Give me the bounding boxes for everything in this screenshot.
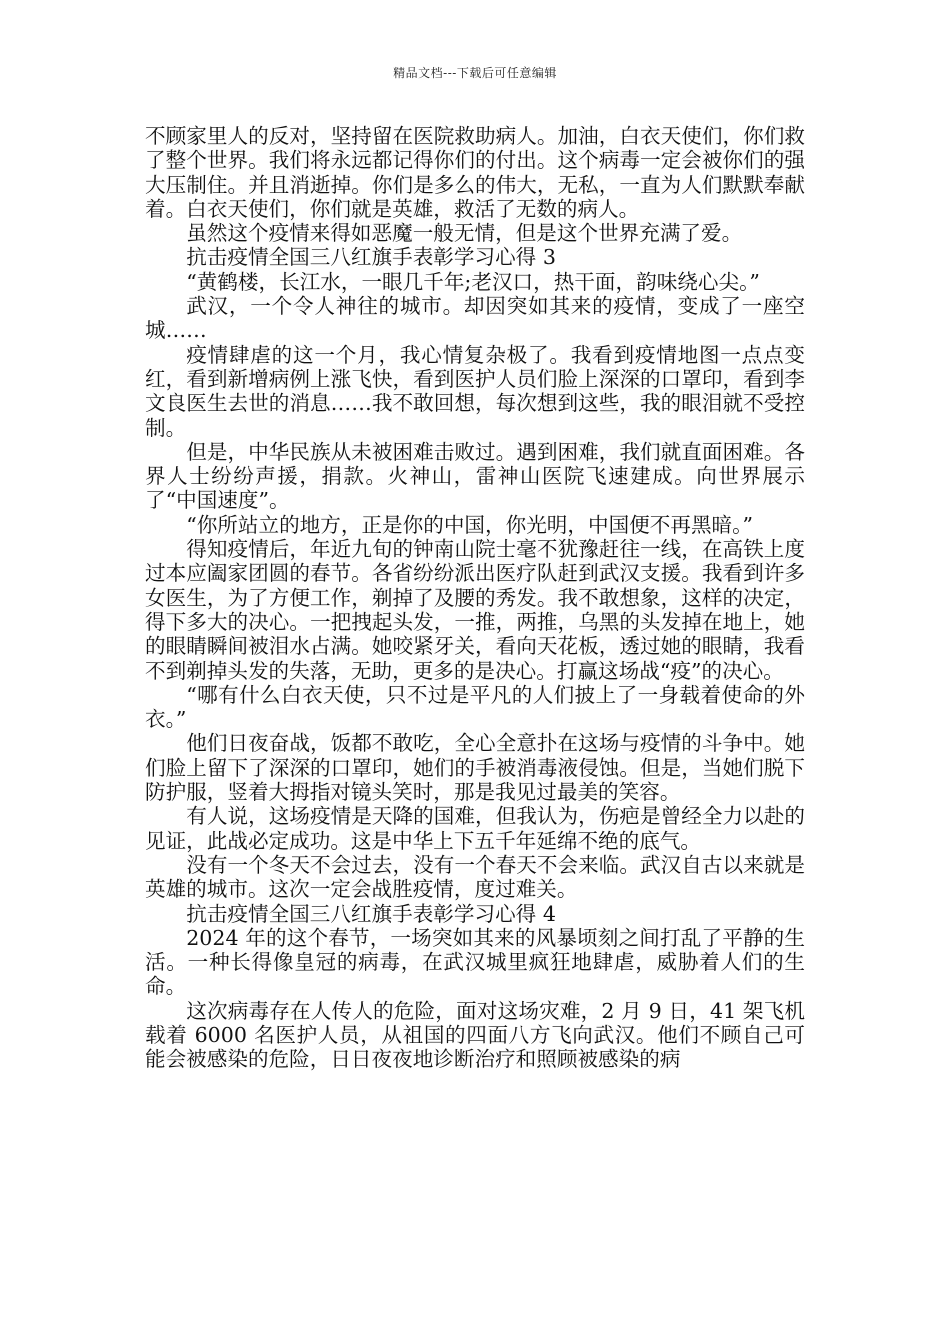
paragraph: 2024 年的这个春节，一场突如其来的风暴顷刻之间打乱了平静的生活。一种长得像皇冠的病毒，在武汉城里疯狂地肆虐，威胁着人们的生命。 — [145, 925, 805, 999]
document-body — [145, 124, 805, 1072]
section-heading: 抗击疫情全国三八红旗手表彰学习心得 4 — [186, 901, 556, 926]
quote-paragraph: “你所站立的地方，正是你的中国，你光明，中国便不再黑暗。” — [186, 512, 753, 537]
paragraph: 不顾家里人的反对，坚持留在医院救助病人。加油，白衣天使们，你们救了整个世界。我们将永远都记得你们的付出。这个病毒一定会被你们的强大压制住。并且消逝掉。你们是多么的伟大，无私，一直为人们默默奉献着。白衣天使们，你们就是英雄，救活了无数的病人。 — [145, 124, 805, 221]
paragraph: 疫情肆虐的这一个月，我心情复杂极了。我看到疫情地图一点点变红，看到新增病例上涨飞快，看到医护人员们脸上深深的口罩印，看到李文良医生去世的消息……我不敢回想，每次想到这些，我的眼泪就不受控制。 — [145, 342, 805, 440]
section-heading: 抗击疫情全国三八红旗手表彰学习心得 3 — [186, 245, 556, 270]
paragraph: 他们日夜奋战，饭都不敢吃，全心全意扑在这场与疫情的斗争中。她们脸上留下了深深的口罩印，她们的手被消毒液侵蚀。但是，当她们脱下防护服，竖着大拇指对镜头笑时，那是我见过最美的笑容。 — [145, 731, 805, 805]
paragraph: 得知疫情后，年近九旬的钟南山院士毫不犹豫赶往一线，在高铁上度过本应阖家团圆的春节。各省纷纷派出医疗队赶到武汉支援。我看到许多女医生，为了方便工作，剃掉了及腰的秀发。我不敢想象，这样的决定，得下多大的决心。一把拽起头发，一推，两推，乌黑的头发掉在地上，她的眼睛瞬间被泪水占满。她咬紧牙关，看向天花板，透过她的眼睛，我看不到剃掉头发的失落，无助，更多的是决心。打赢这场战“疫”的决心。 — [145, 537, 805, 683]
quote-paragraph: “黄鹤楼，长江水，一眼几千年;老汉口，热干面，韵味绕心尖。” — [186, 269, 760, 294]
paragraph: 但是，中华民族从未被困难击败过。遇到困难，我们就直面困难。各界人士纷纷声援，捐款。火神山，雷神山医院飞速建成。向世界展示了“中国速度”。 — [145, 439, 805, 513]
paragraph: 武汉，一个令人神往的城市。却因突如其来的疫情，变成了一座空城…… — [145, 294, 805, 343]
page-header: 精品文档---下载后可任意编辑 — [393, 66, 557, 80]
paragraph: 有人说，这场疫情是天降的国难，但我认为，伤疤是曾经全力以赴的见证，此战必定成功。这是中华上下五千年延绵不绝的底气。 — [145, 804, 805, 853]
paragraph: 没有一个冬天不会过去，没有一个春天不会来临。武汉自古以来就是英雄的城市。这次一定会战胜疫情，度过难关。 — [145, 852, 805, 902]
paragraph: 这次病毒存在人传人的危险，面对这场灾难，2 月 9 日，41 架飞机载着 6000 名医护人员，从祖国的四面八方飞向武汉。他们不顾自己可能会被感染的危险，日日夜夜地诊断治疗和照顾被感染的病 — [145, 998, 805, 1072]
quote-paragraph: “哪有什么白衣天使，只不过是平凡的人们披上了一身载着使命的外衣。” — [145, 682, 805, 732]
paragraph: 虽然这个疫情来得如恶魔一般无情，但是这个世界充满了爱。 — [186, 221, 743, 246]
